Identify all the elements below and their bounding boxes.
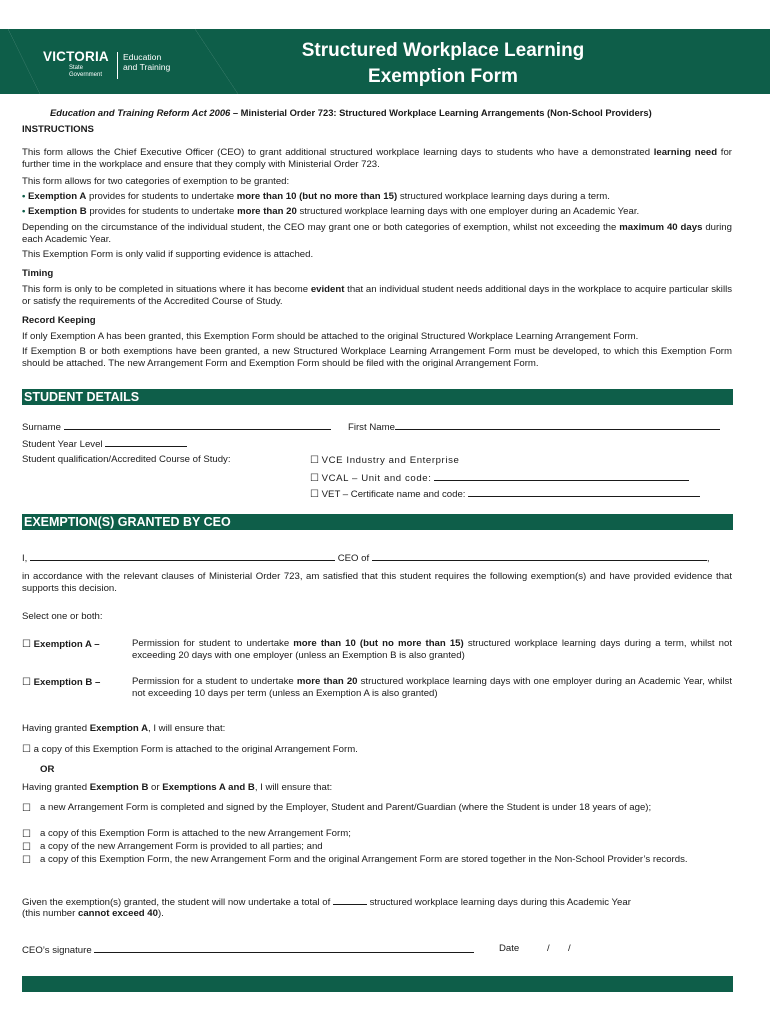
- copy-attached-checkbox[interactable]: ☐: [22, 744, 31, 755]
- copy-attached-option[interactable]: ☐ a copy of this Exemption Form is attached to the original Arrangement Form.: [22, 744, 358, 755]
- obligation-checkbox[interactable]: ☐: [22, 855, 31, 866]
- student-details-heading: STUDENT DETAILS: [22, 389, 733, 405]
- record-keeping-text-1: If only Exemption A has been granted, this Exemption Form should be attached to the original Structured Workplace Learning Arrangement Form.: [22, 331, 639, 342]
- obligation-text: a copy of this Exemption Form, the new Arrangement Form and the original Arrangement Form are stored together in the Non-School Provider’s records.: [40, 854, 688, 865]
- logo-state-government: State Government: [69, 65, 103, 78]
- instructions-bullet-b: • Exemption B provides for students to undertake more than 20 structured workplace learning days with one employer during an Academic Year.: [22, 206, 640, 217]
- total-days-field[interactable]: Given the exemption(s) granted, the student will now undertake a total of structured workplace learning days during this Academic Year: [22, 897, 631, 908]
- obligation-checkbox[interactable]: ☐: [22, 842, 31, 853]
- accordance-text: in accordance with the relevant clauses of Ministerial Order 723, am satisfied that this student requires the following exemption(s) and have provided evidence that supports this decision.: [22, 571, 732, 595]
- exemption-b-description: Permission for a student to undertake more than 20 structured workplace learning days with one employer during an Academic Year, whilst not exceeding 10 days per term (unless an Exemption A is also granted): [132, 676, 733, 700]
- act-reference: Education and Training Reform Act 2006 – Ministerial Order 723: Structured Workplace Learning Arrangements (Non-School Providers): [50, 107, 652, 118]
- or-separator: OR: [40, 764, 55, 775]
- obligation-item[interactable]: [22, 841, 31, 854]
- instructions-validity: This Exemption Form is only valid if supporting evidence is attached.: [22, 249, 314, 260]
- instructions-intro: This form allows the Chief Executive Officer (CEO) to grant additional structured workplace learning days to students who have a demonstrated learning need for further time in the workplace and ensure that they comply with Ministerial Order 723.: [22, 147, 732, 171]
- footer-bar: [22, 976, 733, 992]
- obligation-checkbox[interactable]: ☐: [22, 803, 31, 814]
- exemption-a-checkbox[interactable]: ☐: [22, 639, 31, 650]
- vet-code-line[interactable]: [468, 487, 700, 497]
- first-name-field[interactable]: First Name: [348, 420, 720, 434]
- vce-option[interactable]: ☐ VCE Industry and Enterprise: [310, 455, 460, 466]
- logo-wordmark: VICTORIA: [43, 49, 109, 64]
- exemption-b-option[interactable]: ☐ Exemption B –: [22, 677, 101, 688]
- instructions-categories: This form allows for two categories of exemption to be granted:: [22, 176, 290, 187]
- having-granted-b: Having granted Exemption B or Exemptions A and B, I will ensure that:: [22, 782, 333, 793]
- instructions-heading: INSTRUCTIONS: [22, 124, 94, 135]
- qualification-label: Student qualification/Accredited Course of Study:: [22, 454, 231, 465]
- record-keeping-text-2: If Exemption B or both exemptions have been granted, a new Structured Workplace Learning Arrangement Form must be developed, to which this Exemption Form should be attached. The new Arrangement Form and Exemption Form should be filed with the original Arrangement Form.: [22, 346, 732, 370]
- year-level-line[interactable]: [105, 437, 187, 447]
- obligation-text: a copy of this Exemption Form is attached to the new Arrangement Form;: [40, 828, 351, 839]
- logo-department: Education and Training: [123, 52, 171, 72]
- date-field[interactable]: Date / /: [499, 943, 571, 954]
- provider-name-line[interactable]: [372, 551, 707, 561]
- exemptions-heading: EXEMPTION(S) GRANTED BY CEO: [22, 514, 733, 530]
- record-keeping-heading: Record Keeping: [22, 315, 96, 326]
- timing-heading: Timing: [22, 268, 54, 279]
- first-name-line[interactable]: [395, 420, 720, 430]
- exemption-a-description: Permission for student to undertake more than 10 (but no more than 15) structured workplace learning days during a term, whilst not exceeding 20 days with one employer (unless an Exemption B is also granted): [132, 638, 732, 662]
- signature-line[interactable]: [94, 943, 474, 953]
- instructions-depending: Depending on the circumstance of the individual student, the CEO may grant one or both categories of exemption, whilst not exceeding the maximum 40 days during each Academic Year.: [22, 222, 732, 246]
- obligation-item[interactable]: [22, 802, 31, 815]
- ceo-name-line[interactable]: [30, 551, 335, 561]
- vcal-checkbox[interactable]: ☐: [310, 473, 319, 484]
- ceo-name-field[interactable]: I, CEO of ,: [22, 553, 710, 564]
- instructions-bullet-a: • Exemption A provides for students to undertake more than 10 (but no more than 15) structured workplace learning days during a term.: [22, 191, 610, 202]
- surname-line[interactable]: [64, 420, 331, 430]
- exemption-a-option[interactable]: ☐ Exemption A –: [22, 639, 100, 650]
- timing-text: This form is only to be completed in situations where it has become evident that an individual student needs additional days in the workplace to acquire particular skills or satisfy the requirements of the Accredited Course of Study.: [22, 284, 733, 308]
- page-header: [0, 0, 770, 94]
- obligation-text: a new Arrangement Form is completed and signed by the Employer, Student and Parent/Guardian (where the Student is under 18 years of age);: [40, 802, 652, 813]
- page-title: Structured Workplace Learning Exemption Form: [301, 40, 585, 87]
- obligation-checkbox[interactable]: ☐: [22, 829, 31, 840]
- vet-checkbox[interactable]: ☐: [310, 489, 319, 500]
- exemption-b-checkbox[interactable]: ☐: [22, 677, 31, 688]
- vce-checkbox[interactable]: ☐: [310, 455, 319, 466]
- total-days-line[interactable]: [333, 895, 367, 905]
- total-days-limit: (this number cannot exceed 40).: [22, 908, 164, 919]
- surname-field[interactable]: Surname: [22, 420, 331, 434]
- logo-divider: [117, 52, 118, 79]
- vcal-option[interactable]: ☐ VCAL – Unit and code:: [310, 471, 689, 485]
- year-level-field[interactable]: Student Year Level: [22, 437, 187, 451]
- vcal-code-line[interactable]: [434, 471, 689, 481]
- select-text: Select one or both:: [22, 611, 103, 622]
- having-granted-a: Having granted Exemption A, I will ensure that:: [22, 723, 226, 734]
- obligation-item[interactable]: [22, 854, 31, 867]
- obligation-text: a copy of the new Arrangement Form is provided to all parties; and: [40, 841, 323, 852]
- vet-option[interactable]: ☐ VET – Certificate name and code:: [310, 487, 700, 501]
- obligation-item[interactable]: [22, 828, 31, 841]
- ceo-signature-field[interactable]: CEO’s signature: [22, 943, 474, 957]
